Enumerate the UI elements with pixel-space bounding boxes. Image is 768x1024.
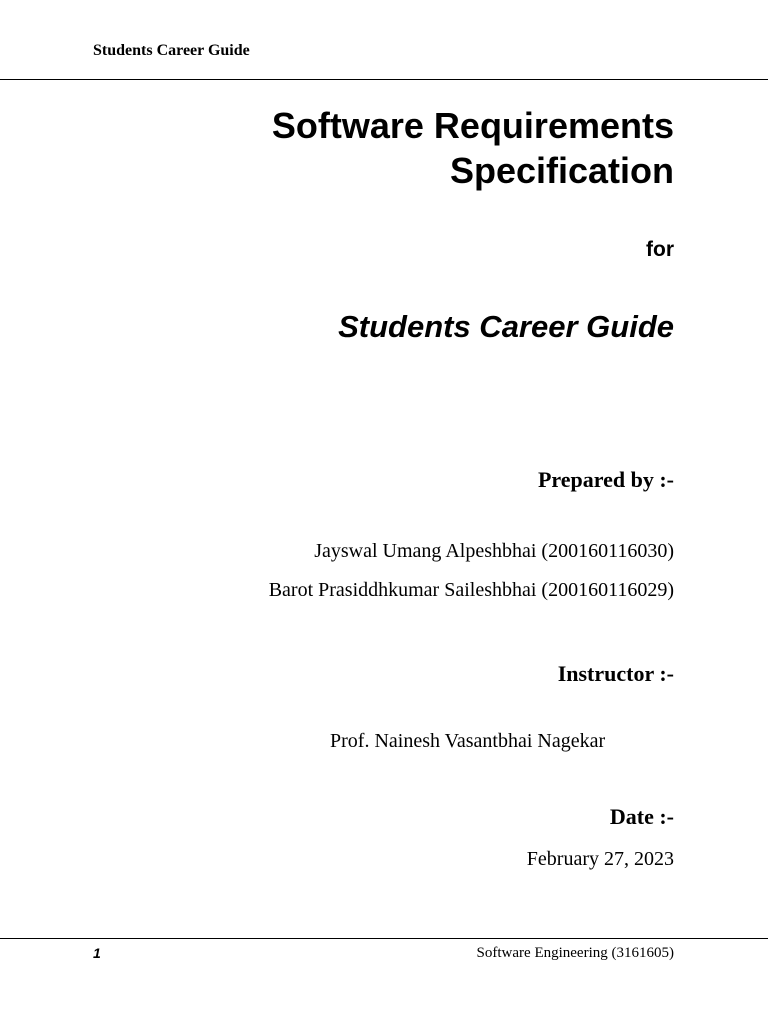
date-label: Date :-: [609, 804, 674, 829]
page-number: 1: [93, 945, 101, 961]
prepared-by-label: Prepared by :-: [537, 467, 674, 492]
author-name: Barot Prasiddhkumar Saileshbhai (200160116029): [268, 579, 674, 601]
project-name: Students Career Guide: [338, 309, 674, 344]
document-title-line-1: Software Requirements: [271, 105, 674, 146]
footer-course: Software Engineering (3161605): [476, 945, 674, 961]
for-label: for: [646, 238, 674, 261]
author-name: Jayswal Umang Alpeshbhai (200160116030): [314, 540, 674, 562]
header-title: Students Career Guide: [93, 42, 250, 59]
instructor-name: Prof. Nainesh Vasantbhai Nagekar: [330, 730, 606, 752]
document-title-line-2: Specification: [449, 150, 674, 191]
date-value: February 27, 2023: [526, 848, 674, 870]
header-divider: [0, 79, 768, 80]
footer-divider: [0, 938, 768, 939]
document-title: [114, 103, 674, 193]
instructor-label: Instructor :-: [557, 661, 674, 686]
